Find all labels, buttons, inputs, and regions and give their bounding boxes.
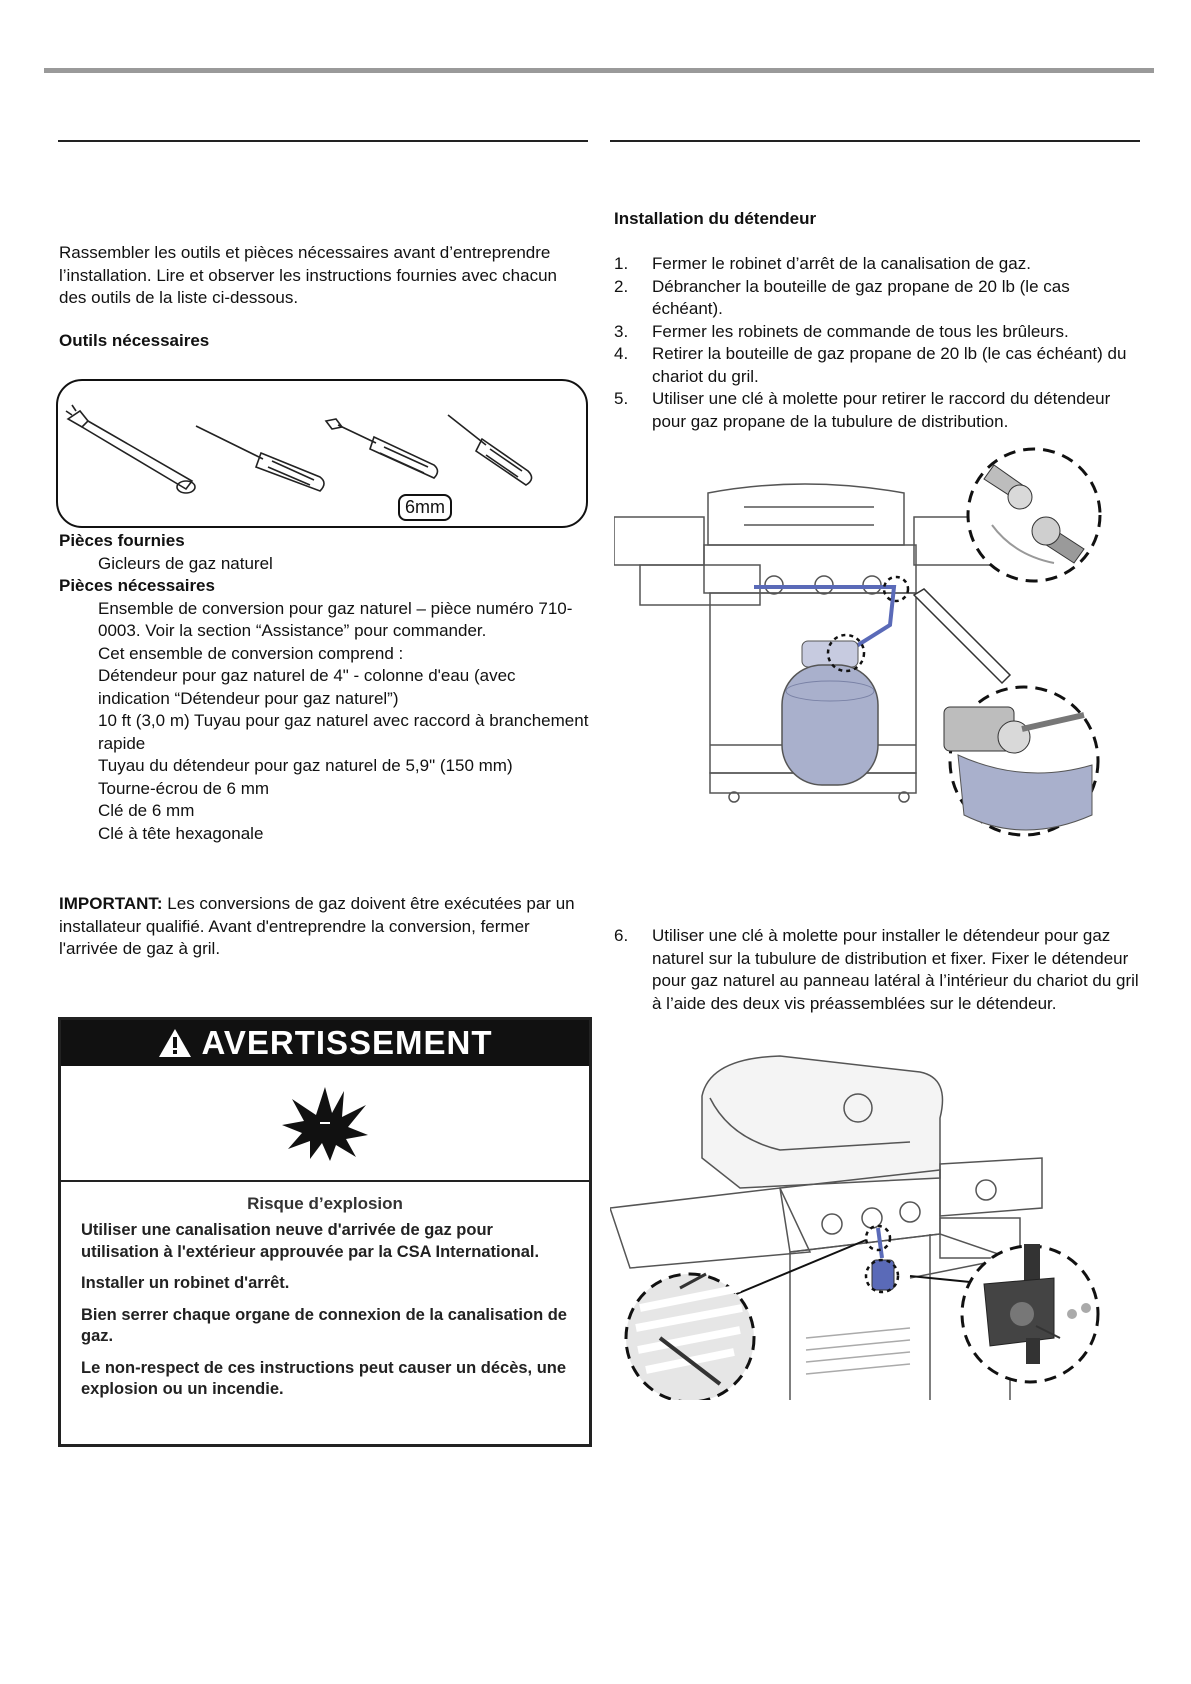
needed-item: Clé de 6 mm	[98, 801, 195, 820]
top-rule	[44, 68, 1154, 73]
important-text: Les conversions de gaz doivent être exécutées par un installateur qualifié. Avant d'entreprendre la conversion, fermer l'arrivée de gaz à gril.	[59, 894, 575, 958]
steps-list	[614, 253, 1144, 433]
warning-triangle-icon	[157, 1027, 193, 1059]
zoom-detail-left	[626, 1240, 866, 1400]
intro-paragraph: Rassembler les outils et pièces nécessaires avant d’entreprendre l’installation. Lire et observer les instructions fournies avec chacun des outils de la liste ci-dessous.	[59, 243, 557, 307]
supplied-item: Gicleurs de gaz naturel	[98, 553, 273, 573]
regulator-install-figure	[610, 1038, 1130, 1400]
important-label: IMPORTANT:	[59, 894, 163, 913]
step-item: 3. Fermer les robinets de commande de tous les brûleurs.	[614, 321, 1069, 341]
warning-title: Risque d’explosion	[247, 1194, 403, 1213]
tools-icons	[58, 381, 586, 526]
propane-removal-figure	[614, 445, 1134, 875]
explosion-icon-row	[61, 1066, 589, 1182]
adjustable-wrench-icon	[66, 405, 195, 493]
explosion-icon	[280, 1083, 370, 1163]
propane-tank-icon	[782, 641, 878, 785]
nut-driver-icon	[448, 415, 532, 485]
flat-screwdriver-icon	[326, 419, 438, 478]
warning-header	[61, 1020, 589, 1066]
warning-box	[58, 1017, 592, 1447]
tool-size-label: 6mm	[398, 494, 452, 521]
left-column-rule	[58, 140, 588, 142]
step-item: 1. Fermer le robinet d’arrêt de la canalisation de gaz.	[614, 254, 1031, 273]
step-six	[614, 925, 1144, 1015]
tools-illustration-box	[56, 379, 588, 528]
needed-item: 10 ft (3,0 m) Tuyau pour gaz naturel avec raccord à branchement rapide	[98, 711, 589, 753]
step-item: 4. Retirer la bouteille de gaz propane de 20 lb (le cas échéant) du chariot du gril.	[614, 344, 1127, 386]
step-item: 5. Utiliser une clé à molette pour retirer le raccord du détendeur pour gaz propane de la tubulure de distribution.	[614, 389, 1111, 431]
zoom-detail-right	[910, 1244, 1098, 1382]
tools-heading: Outils nécessaires	[59, 331, 210, 350]
supplied-heading: Pièces fournies	[59, 531, 185, 550]
needed-item: Tuyau du détendeur pour gaz naturel de 5,9" (150 mm)	[98, 756, 513, 775]
regulator-heading: Installation du détendeur	[614, 209, 817, 228]
step-item: 2. Débrancher la bouteille de gaz propane de 20 lb (le cas échéant).	[614, 276, 1070, 318]
warning-body	[61, 1182, 589, 1401]
wrench-icon	[914, 589, 1010, 683]
warning-paragraph: Installer un robinet d'arrêt.	[81, 1274, 290, 1292]
needed-item: Ensemble de conversion pour gaz naturel – pièce numéro 710-0003. Voir la section “Assistance” pour commander.	[98, 598, 573, 640]
warning-paragraph: Le non-respect de ces instructions peut causer un décès, une explosion ou un incendie.	[81, 1358, 567, 1398]
warning-header-text: AVERTISSEMENT	[201, 1024, 493, 1061]
needed-item: Détendeur pour gaz naturel de 4" - colonne d'eau (avec indication “Détendeur pour gaz naturel”)	[98, 666, 516, 708]
parts-section	[59, 530, 589, 845]
needed-item: Cet ensemble de conversion comprend :	[98, 643, 404, 663]
needed-item: Clé à tête hexagonale	[98, 823, 264, 843]
warning-paragraph: Bien serrer chaque organe de connexion de la canalisation de gaz.	[81, 1305, 567, 1345]
right-column-rule	[610, 140, 1140, 142]
needed-heading: Pièces nécessaires	[59, 576, 215, 595]
phillips-screwdriver-icon	[196, 426, 324, 491]
zoom-detail-bottom	[944, 687, 1098, 835]
important-note	[59, 893, 589, 961]
warning-paragraph: Utiliser une canalisation neuve d'arrivée de gaz pour utilisation à l'extérieur approuvée par la CSA International.	[81, 1221, 540, 1261]
step-item: 6. Utiliser une clé à molette pour installer le détendeur pour gaz naturel sur la tubulure de distribution et fixer. Fixer le détendeur pour gaz naturel au panneau latéral à l’intérieur du chariot du gril à l’aide des deux vis préassemblées sur le détendeur.	[614, 926, 1139, 1013]
zoom-detail-top	[968, 449, 1100, 581]
needed-item: Tourne-écrou de 6 mm	[98, 778, 270, 798]
